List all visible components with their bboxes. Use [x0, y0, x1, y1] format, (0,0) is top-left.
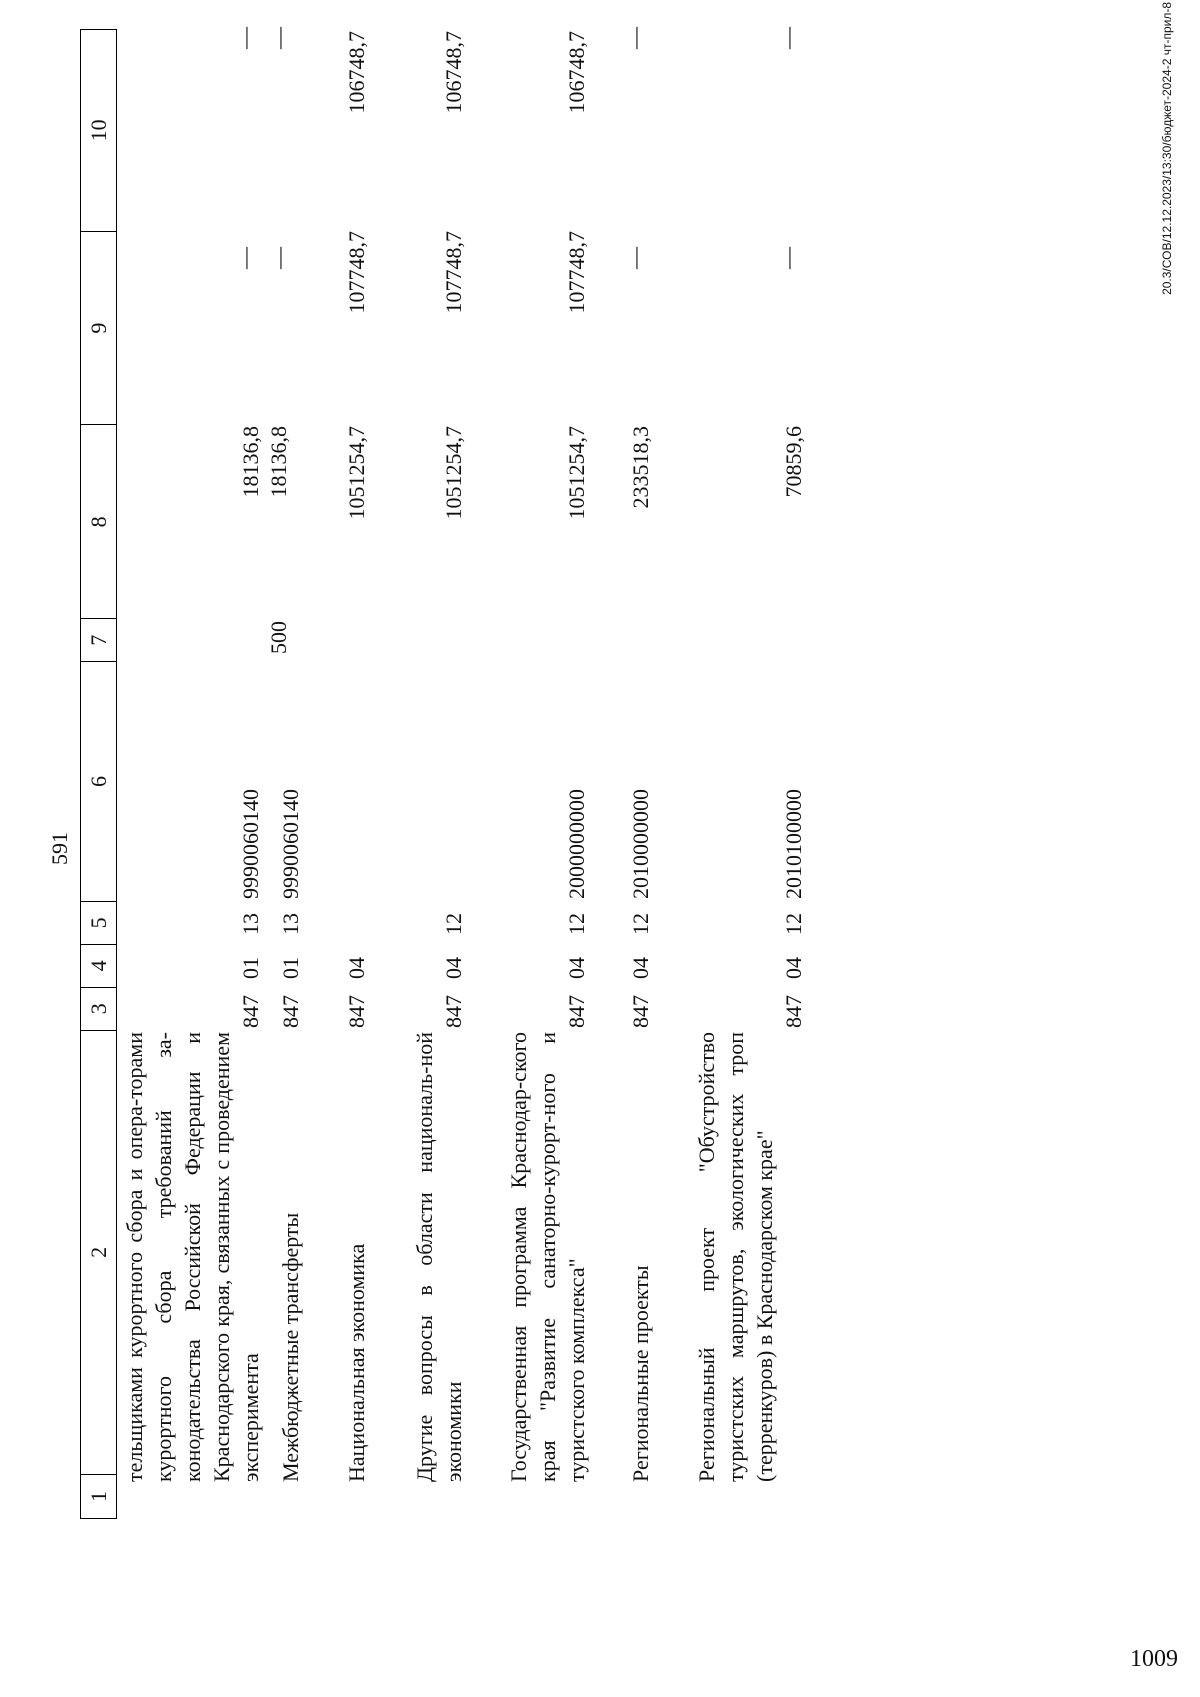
- cell-amount-2024: 18136,8: [238, 426, 263, 498]
- cell-type: 500: [266, 621, 291, 654]
- cell-amount-2024: 1051254,7: [441, 426, 466, 520]
- cell-subsection: 12: [628, 913, 653, 935]
- table-header: [80, 29, 117, 1519]
- cell-code: 847: [278, 995, 303, 1028]
- cell-target: 2010000000: [628, 789, 653, 899]
- cell-amount-2026: —: [775, 27, 800, 49]
- cell-section: 04: [344, 957, 369, 979]
- row-name: Региональные проекты: [628, 1265, 653, 1482]
- cell-section: 04: [564, 957, 589, 979]
- column-header: 4: [81, 944, 116, 987]
- cell-subsection: 13: [278, 913, 303, 935]
- cell-subsection: 12: [564, 913, 589, 935]
- cell-amount-2025: —: [622, 247, 647, 269]
- cell-code: 847: [344, 995, 369, 1028]
- cell-amount-2025: —: [266, 247, 291, 269]
- row-name: Региональный проект "Обустройство туристских маршрутов, экологических троп (терренкуров) в Краснодарском крае": [694, 1032, 777, 1482]
- cell-amount-2026: 106748,7: [564, 31, 589, 114]
- cell-code: 847: [628, 995, 653, 1028]
- cell-target: 9990060140: [238, 789, 263, 899]
- cell-amount-2026: —: [232, 27, 257, 49]
- column-header: 6: [81, 661, 116, 901]
- cell-section: 01: [278, 957, 303, 979]
- cell-amount-2026: —: [266, 27, 291, 49]
- cell-target: 2010100000: [781, 789, 806, 899]
- cell-code: 847: [441, 995, 466, 1028]
- column-header: 3: [81, 987, 116, 1030]
- cell-amount-2026: —: [622, 27, 647, 49]
- cell-code: 847: [564, 995, 589, 1028]
- column-header: 8: [81, 425, 116, 619]
- row-name: Национальная экономика: [344, 1243, 369, 1482]
- cell-target: 9990060140: [278, 789, 303, 899]
- row-name: Межбюджетные трансферты: [278, 1212, 303, 1482]
- page-number: 591: [47, 832, 72, 865]
- cell-amount-2024: 70859,6: [781, 426, 806, 498]
- column-header: 2: [81, 1030, 116, 1474]
- budget-table: [80, 29, 1090, 1519]
- cell-amount-2024: 1051254,7: [564, 426, 589, 520]
- cell-section: 04: [628, 957, 653, 979]
- cell-target: 2000000000: [564, 789, 589, 899]
- row-name: тельщиками курортного сбора и опера-торами курортного сбора требований за-конодательства Российской Федерации и Краснодарского края, связанных с проведением эксперимента: [122, 1032, 263, 1482]
- column-header: 9: [81, 231, 116, 425]
- row-name: Другие вопросы в области националь-ной экономики: [412, 1032, 466, 1482]
- cell-amount-2025: —: [232, 247, 257, 269]
- sheet-number: 1009: [1130, 1646, 1178, 1672]
- column-header: 10: [86, 119, 111, 142]
- cell-amount-2024: 18136,8: [266, 426, 291, 498]
- cell-amount-2026: 106748,7: [344, 31, 369, 114]
- cell-amount-2025: 107748,7: [564, 231, 589, 314]
- column-header: 1: [81, 1474, 116, 1518]
- cell-subsection: 12: [441, 913, 466, 935]
- column-header: 7: [81, 618, 116, 661]
- cell-amount-2026: 106748,7: [441, 31, 466, 114]
- cell-amount-2025: 107748,7: [344, 231, 369, 314]
- cell-amount-2025: —: [775, 247, 800, 269]
- cell-subsection: 12: [781, 913, 806, 935]
- cell-amount-2024: 1051254,7: [344, 426, 369, 520]
- cell-code: 847: [781, 995, 806, 1028]
- document-code: 20.3/СОВ/12.12.2023/13:30/бюджет-2024-2 чт-прил-8: [1160, 2, 1174, 295]
- cell-amount-2024: 233518,3: [628, 426, 653, 509]
- cell-section: 04: [781, 957, 806, 979]
- cell-section: 01: [238, 957, 263, 979]
- column-header: 5: [81, 901, 116, 944]
- cell-section: 04: [441, 957, 466, 979]
- row-name: Государственная программа Краснодар-ского края "Развитие санаторно-курорт-ного и туристского комплекса": [506, 1032, 589, 1482]
- cell-subsection: 13: [238, 913, 263, 935]
- cell-amount-2025: 107748,7: [441, 231, 466, 314]
- cell-code: 847: [238, 995, 263, 1028]
